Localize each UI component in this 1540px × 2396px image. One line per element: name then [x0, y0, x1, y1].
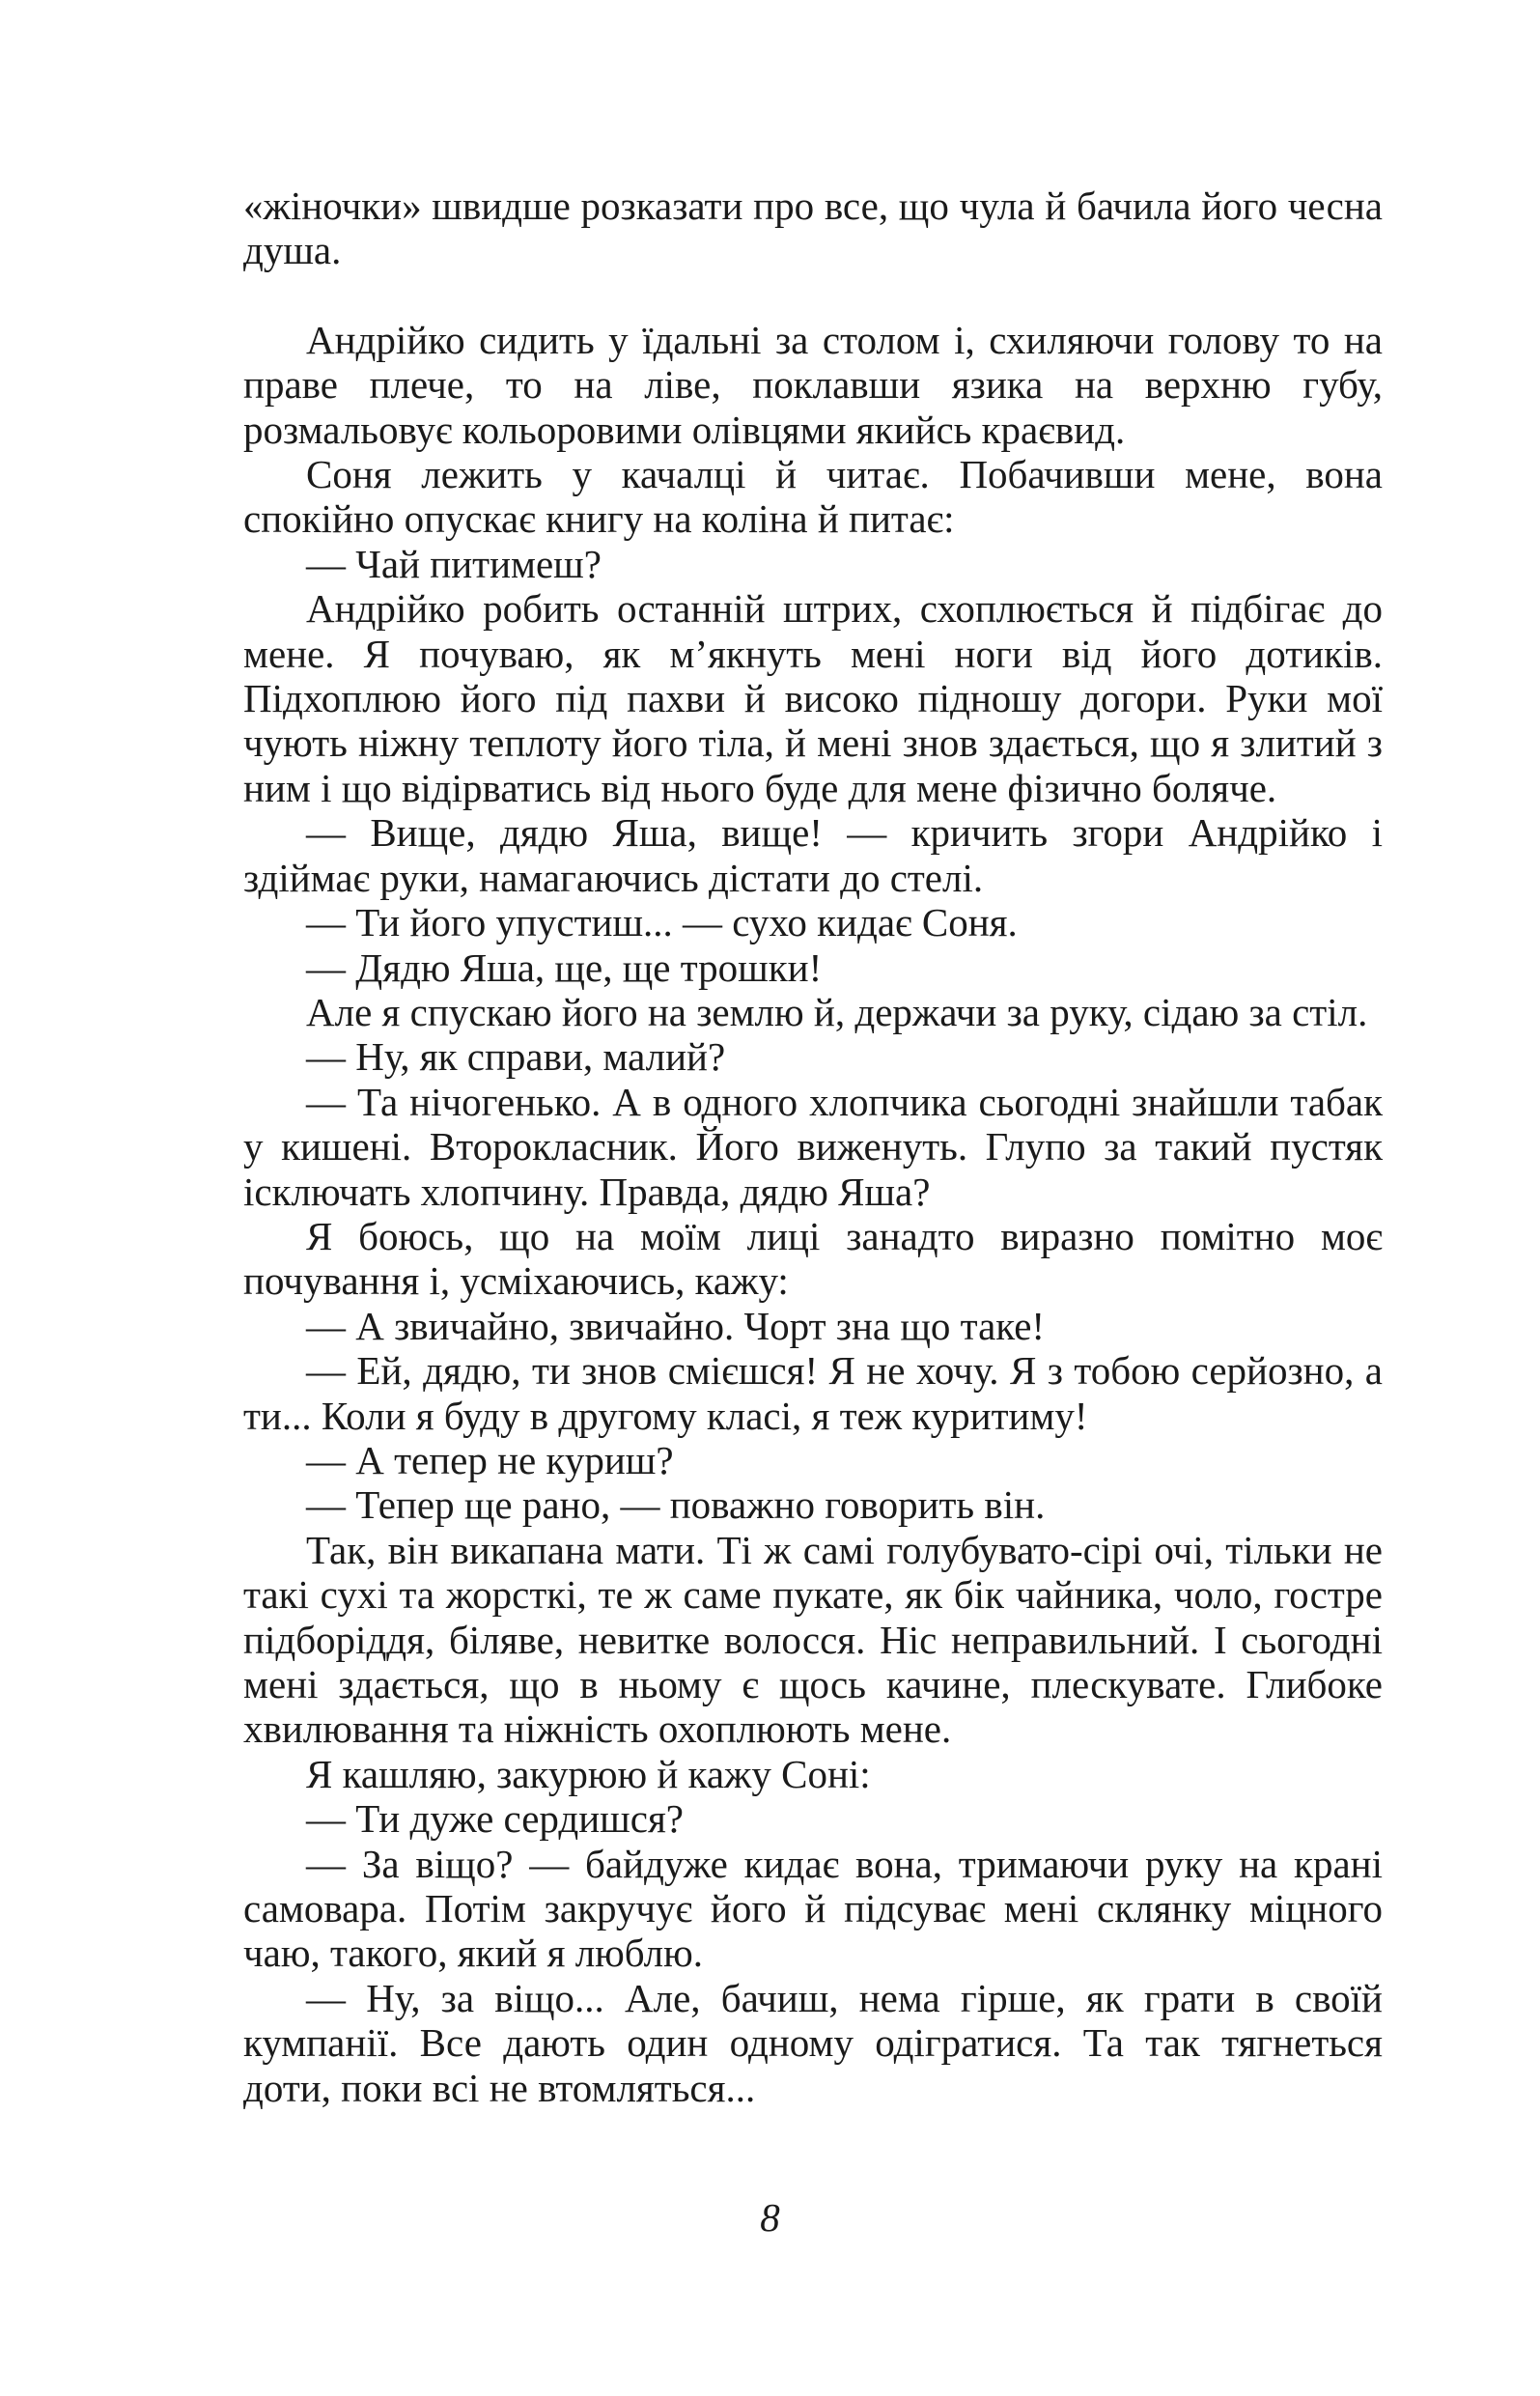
paragraph: — За віщо? — байдуже кидає вона, тримаючи руку на крані самовара. Потім закручує його й підсуває мені склянку міцного чаю, такого, який я люблю. — [243, 1841, 1383, 1976]
paragraph: Але я спускаю його на землю й, держачи за руку, сідаю за стіл. — [306, 989, 1368, 1034]
paragraph: — Ти дуже сердишся? — [306, 1796, 685, 1842]
paragraph: — Дядю Яша, ще, ще трошки! — [306, 944, 823, 990]
paragraph: — Чай питимеш? — [306, 541, 602, 586]
paragraph: — Тепер ще рано, — поважно говорить він. — [306, 1482, 1046, 1528]
paragraph: Соня лежить у качалці й читає. Побачивши мене, вона спокійно опускає книгу на коліна й питає: — [243, 452, 1383, 542]
paragraph: Я боюсь, що на моїм лиці занадто виразно помітно моє почування і, усміхаючись, кажу: — [243, 1213, 1383, 1304]
paragraph: Андрійко робить останній штрих, схоплюється й підбігає до мене. Я почуваю, як м’якнуть мені ноги від його дотиків. Підхоплюю його під пахви й високо підношу догори. Руки мої чують ніжну теплоту його тіла, й мені знов здається, що я злитий з ним і що відірватись від нього буде для мене фізично боляче. — [243, 586, 1383, 810]
page-number: 8 — [760, 2195, 780, 2240]
paragraph: Я кашляю, закурюю й кажу Соні: — [306, 1751, 871, 1796]
paragraph: — Ти його упустиш... — сухо кидає Соня. — [306, 900, 1018, 945]
paragraph: «жіночки» швидше розказати про все, що чула й бачила його чесна душа. — [243, 183, 1383, 273]
paragraph: Так, він викапана мати. Ті ж самі голубувато-сірі очі, тільки не такі сухі та жорсткі, те ж саме пукате, як бік чайника, чоло, гостре підборіддя, біляве, невитке волосся. Ніс неправильний. І сьогодні мені здається, що в ньому є щось качине, плескувате. Глибоке хвилювання та ніжність охоплюють мене. — [243, 1527, 1383, 1752]
paragraph: — А тепер не куриш? — [306, 1437, 674, 1482]
paragraph: — А звичайно, звичайно. Чорт зна що таке! — [306, 1303, 1046, 1348]
paragraph: — Та нічогенько. А в одного хлопчика сьогодні знайшли табак у кишені. Второкласник. Його виженуть. Глупо за такий пустяк ісключать хлопчину. Правда, дядю Яша? — [243, 1079, 1383, 1214]
paragraph: — Ну, за віщо... Але, бачиш, нема гірше, як грати в своїй кумпанії. Все дають один одному одігратися. Та так тягнеться доти, поки всі не втомляться... — [243, 1975, 1383, 2110]
paragraph: — Ей, дядю, ти знов смієшся! Я не хочу. Я з тобою серйозно, а ти... Коли я буду в другому класі, я теж куритиму! — [243, 1348, 1383, 1438]
paragraph: Андрійко сидить у їдальні за столом і, схиляючи голову то на праве плече, то на ліве, поклавши язика на верхню губу, розмальовує кольоровими олівцями якийсь краєвид. — [243, 317, 1383, 452]
body-text — [243, 183, 1383, 2110]
paragraph: — Ну, як справи, малий? — [306, 1034, 726, 1080]
paragraph: — Вище, дядю Яша, вище! — кричить згори Андрійко і здіймає руки, намагаючись дістати до стелі. — [243, 810, 1383, 900]
